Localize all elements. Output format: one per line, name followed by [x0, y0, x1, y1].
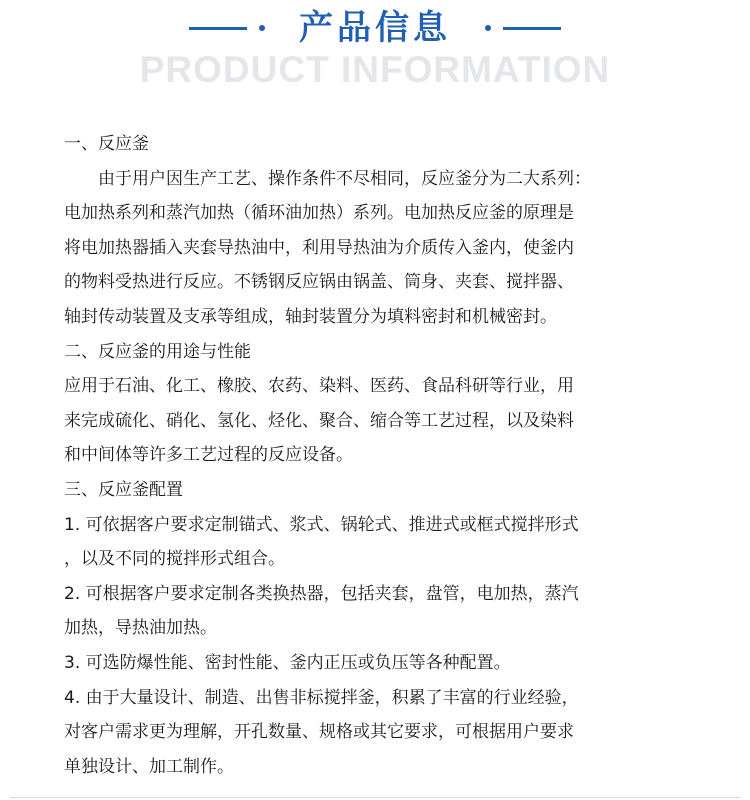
paragraph-line: 来完成硫化、硝化、氢化、烃化、聚合、缩合等工艺过程，以及染料 [64, 410, 574, 431]
paragraph-line: 由于用户因生产工艺、操作条件不尽相同，反应釜分为二大系列： [98, 168, 591, 189]
right-deco-line [503, 27, 561, 30]
list-item-line: 1. 可依据客户要求定制锚式、浆式、锅轮式、推进式或框式搅拌形式 [64, 514, 579, 535]
list-item-line: 对客户需求更为理解，开孔数量、规格或其它要求，可根据用户要求 [64, 722, 574, 743]
list-item-line: 单独设计、加工制作。 [64, 756, 234, 777]
title-row [0, 6, 750, 50]
left-deco-dot [259, 25, 265, 31]
right-decoration [473, 25, 561, 31]
paragraph-line: 的物料受热进行反应。不锈钢反应锅由锅盖、筒身、夹套、搅拌器、 [64, 272, 574, 293]
right-deco-dot [485, 25, 491, 31]
paragraph-line: 将电加热器插入夹套导热油中，利用导热油为介质传入釜内，使釜内 [64, 237, 574, 258]
list-item-line: ，以及不同的搅拌形式组合。 [64, 549, 285, 570]
list-item-line: 加热，导热油加热。 [64, 618, 217, 639]
section-heading-1: 一、反应釜 [64, 134, 149, 154]
page-title: 产品信息 [299, 8, 451, 48]
list-item-line: 3. 可选防爆性能、密封性能、釜内正压或负压等各种配置。 [64, 652, 511, 673]
paragraph-line: 和中间体等许多工艺过程的反应设备。 [64, 445, 353, 466]
page-subtitle: PRODUCT INFORMATION [139, 49, 611, 90]
paragraph-line: 应用于石油、化工、橡胶、农药、染料、医药、食品科研等行业，用 [64, 376, 574, 397]
section-heading-2: 二、反应釜的用途与性能 [64, 341, 251, 362]
content-body [64, 127, 704, 784]
header [0, 0, 750, 100]
paragraph-line: 电加热系列和蒸汽加热（循环油加热）系列。电加热反应釜的原理是 [64, 203, 574, 224]
left-decoration [189, 25, 277, 31]
bottom-divider [10, 797, 740, 798]
paragraph-line: 轴封传动装置及支承等组成，轴封装置分为填料密封和机械密封。 [64, 306, 557, 327]
list-item-line: 2. 可根据客户要求定制各类换热器，包括夹套，盘管，电加热，蒸汽 [64, 583, 579, 604]
section-heading-3: 三、反应釜配置 [64, 479, 183, 500]
left-deco-line [189, 27, 247, 30]
list-item-line: 4. 由于大量设计、制造、出售非标搅拌釜，积累了丰富的行业经验， [64, 687, 579, 708]
